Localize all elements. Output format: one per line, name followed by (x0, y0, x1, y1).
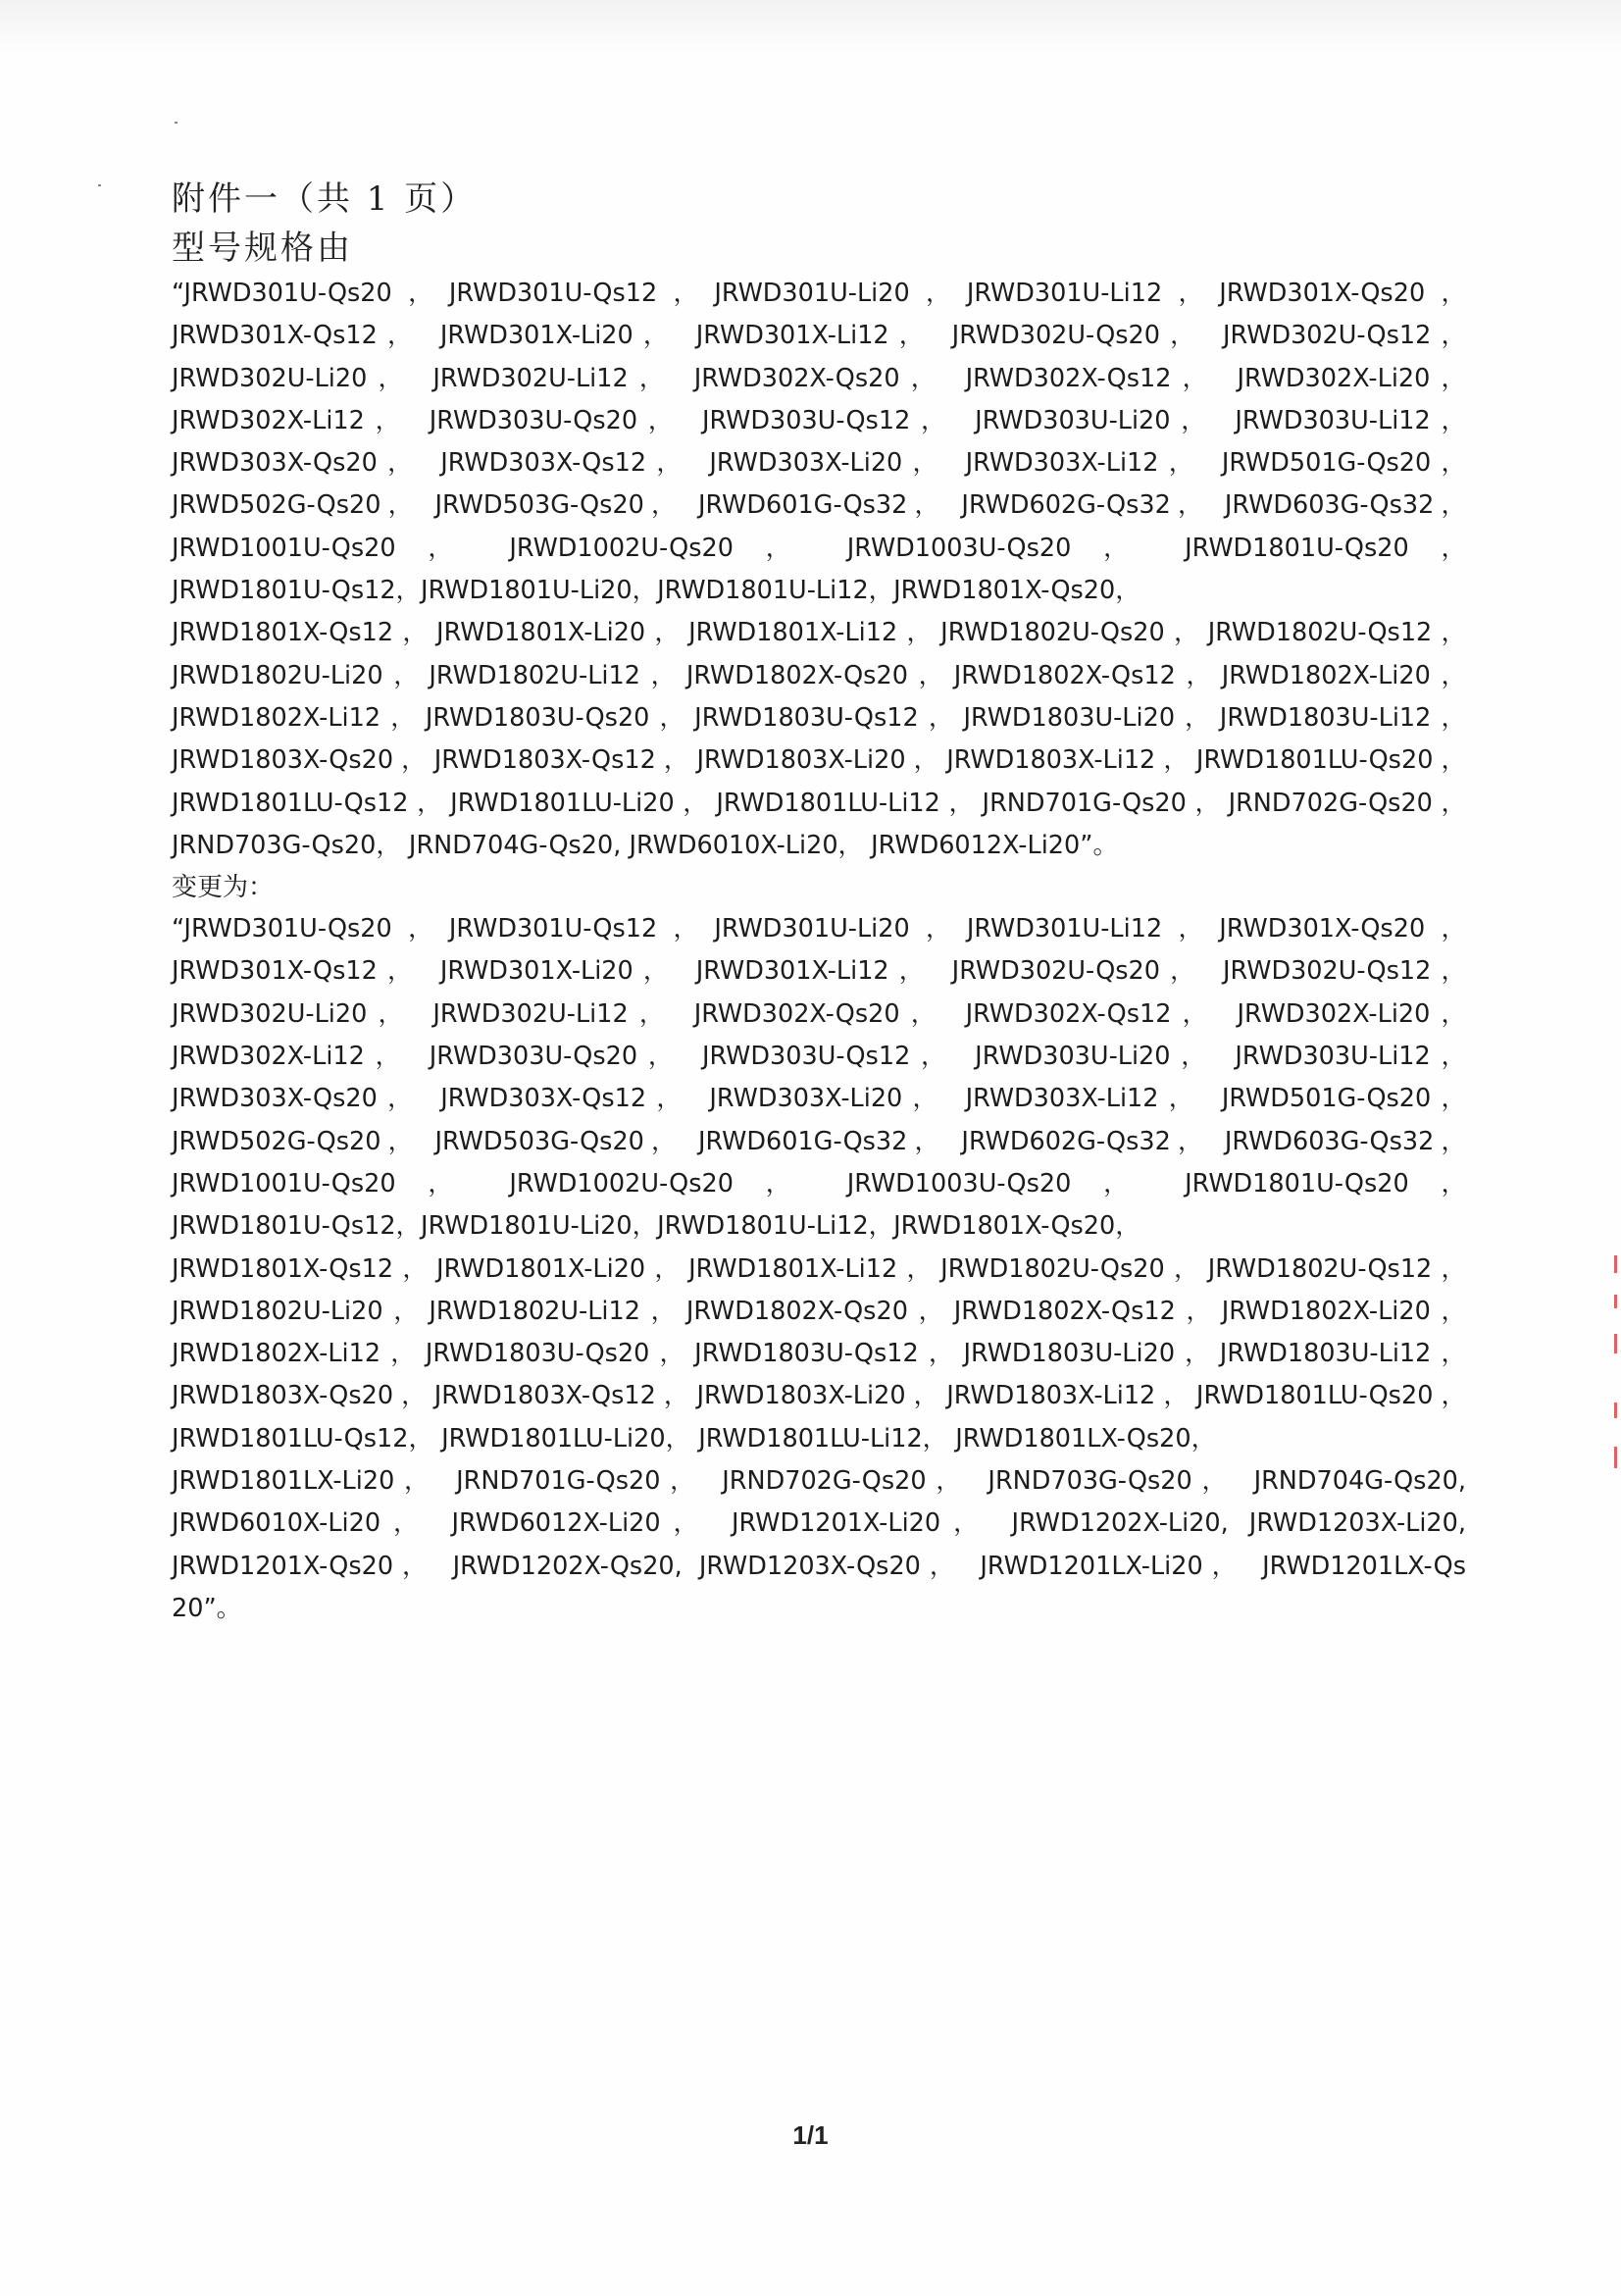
model-list-line: JRWD502G-Qs20， JRWD503G-Qs20， JRWD601G-Qs32， JRWD602G-Qs32， JRWD603G-Qs32， (172, 1126, 1466, 1156)
model-list-line: JRWD1803X-Qs20，JRWD1803X-Qs12，JRWD1803X-Li20，JRWD1803X-Li12，JRWD1801LU-Qs20， (172, 745, 1466, 776)
model-list-line: JRWD1801LU-Qs12， JRWD1801LU-Li20， JRWD1801LU-Li12， JRWD1801LX-Qs20， (172, 1423, 1217, 1454)
model-list-line: JRWD6010X-Li20， JRWD6012X-Li20， JRWD1201X-Li20， JRWD1202X-Li20, JRWD1203X-Li20, (172, 1508, 1466, 1539)
model-list-line: JRWD1802U-Li20，JRWD1802U-Li12，JRWD1802X-Qs20，JRWD1802X-Qs12，JRWD1802X-Li20， (172, 1296, 1466, 1326)
new-model-list (172, 908, 1466, 1630)
model-list-line: JRWD1201X-Qs20， JRWD1202X-Qs20, JRWD1203X-Qs20， JRWD1201LX-Li20， JRWD1201LX-Qs (172, 1551, 1466, 1581)
attachment-title: 附件一（共 1 页） (172, 179, 478, 219)
model-list-line: JRWD1801U-Qs12，JRWD1801U-Li20，JRWD1801U-Li12，JRWD1801X-Qs20， (172, 1211, 1140, 1242)
model-list-line: “JRWD301U-Qs20，JRWD301U-Qs12，JRWD301U-Li20，JRWD301U-Li12，JRWD301X-Qs20， (172, 914, 1466, 944)
model-list-line: JRWD1801LU-Qs12，JRWD1801LU-Li20，JRWD1801LU-Li12，JRND701G-Qs20，JRND702G-Qs20， (172, 788, 1466, 818)
model-list-line: JRWD303X-Qs20， JRWD303X-Qs12， JRWD303X-Li20， JRWD303X-Li12， JRWD501G-Qs20， (172, 448, 1466, 479)
model-list-line: JRWD502G-Qs20， JRWD503G-Qs20， JRWD601G-Qs32， JRWD602G-Qs32， JRWD603G-Qs32， (172, 490, 1466, 521)
model-list-line: JRWD1801U-Qs12，JRWD1801U-Li20，JRWD1801U-Li12，JRWD1801X-Qs20， (172, 576, 1140, 606)
model-list-line: JRWD1801X-Qs12，JRWD1801X-Li20，JRWD1801X-Li12，JRWD1802U-Qs20，JRWD1802U-Qs12， (172, 618, 1466, 648)
model-list-line: JRWD1803X-Qs20，JRWD1803X-Qs12，JRWD1803X-Li20，JRWD1803X-Li12，JRWD1801LU-Qs20， (172, 1381, 1466, 1411)
change-label: 变更为： (172, 873, 275, 903)
model-list-line: JRWD1801LX-Li20， JRND701G-Qs20， JRND702G-Qs20， JRND703G-Qs20， JRND704G-Qs20, (172, 1466, 1466, 1497)
model-list-line: JRWD302X-Li12， JRWD303U-Qs20， JRWD303U-Qs12， JRWD303U-Li20， JRWD303U-Li12， (172, 405, 1466, 435)
model-list-line: JRWD302U-Li20， JRWD302U-Li12， JRWD302X-Qs20， JRWD302X-Qs12， JRWD302X-Li20， (172, 998, 1466, 1029)
scan-speck (98, 184, 101, 186)
model-list-line: JRWD1802U-Li20，JRWD1802U-Li12，JRWD1802X-Qs20，JRWD1802X-Qs12，JRWD1802X-Li20， (172, 660, 1466, 690)
model-list-line: JRWD302X-Li12， JRWD303U-Qs20， JRWD303U-Qs12， JRWD303U-Li20， JRWD303U-Li12， (172, 1042, 1466, 1072)
model-list-line: JRWD303X-Qs20， JRWD303X-Qs12， JRWD303X-Li20， JRWD303X-Li12， JRWD501G-Qs20， (172, 1084, 1466, 1114)
model-list-line: JRWD301X-Qs12， JRWD301X-Li20， JRWD301X-Li12， JRWD302U-Qs20， JRWD302U-Qs12， (172, 956, 1466, 987)
model-list-line: JRWD1001U-Qs20 ， JRWD1002U-Qs20 ， JRWD1003U-Qs20 ， JRWD1801U-Qs20 ， (172, 1168, 1466, 1199)
model-list-line: “JRWD301U-Qs20，JRWD301U-Qs12，JRWD301U-Li20，JRWD301U-Li12，JRWD301X-Qs20， (172, 279, 1466, 308)
model-list-line: JRND703G-Qs20， JRND704G-Qs20, JRWD6010X-Li20， JRWD6012X-Li20”。 (172, 830, 1118, 860)
scan-header-shadow (0, 0, 1621, 59)
model-list-line: JRWD1802X-Li12，JRWD1803U-Qs20，JRWD1803U-Qs12，JRWD1803U-Li20，JRWD1803U-Li12， (172, 1339, 1466, 1369)
margin-scan-marks (1601, 1255, 1621, 1471)
original-model-list (172, 273, 1466, 867)
model-list-line: JRWD1001U-Qs20 ， JRWD1002U-Qs20 ， JRWD1003U-Qs20 ， JRWD1801U-Qs20 ， (172, 533, 1466, 563)
document-body (172, 175, 1466, 1630)
scan-speck (175, 122, 177, 124)
model-list-line: JRWD301X-Qs12， JRWD301X-Li20， JRWD301X-Li12， JRWD302U-Qs20， JRWD302U-Qs12， (172, 321, 1466, 351)
model-list-line: JRWD302U-Li20， JRWD302U-Li12， JRWD302X-Qs20， JRWD302X-Qs12， JRWD302X-Li20， (172, 363, 1466, 393)
spec-from-label: 型号规格由 (172, 229, 353, 268)
model-list-line: JRWD1801X-Qs12，JRWD1801X-Li20，JRWD1801X-Li12，JRWD1802U-Qs20，JRWD1802U-Qs12， (172, 1253, 1466, 1284)
page-number: 1/1 (792, 2120, 829, 2150)
model-list-line: JRWD1802X-Li12，JRWD1803U-Qs20，JRWD1803U-Qs12，JRWD1803U-Li20，JRWD1803U-Li12， (172, 702, 1466, 733)
model-list-line: 20”。 (172, 1593, 242, 1623)
